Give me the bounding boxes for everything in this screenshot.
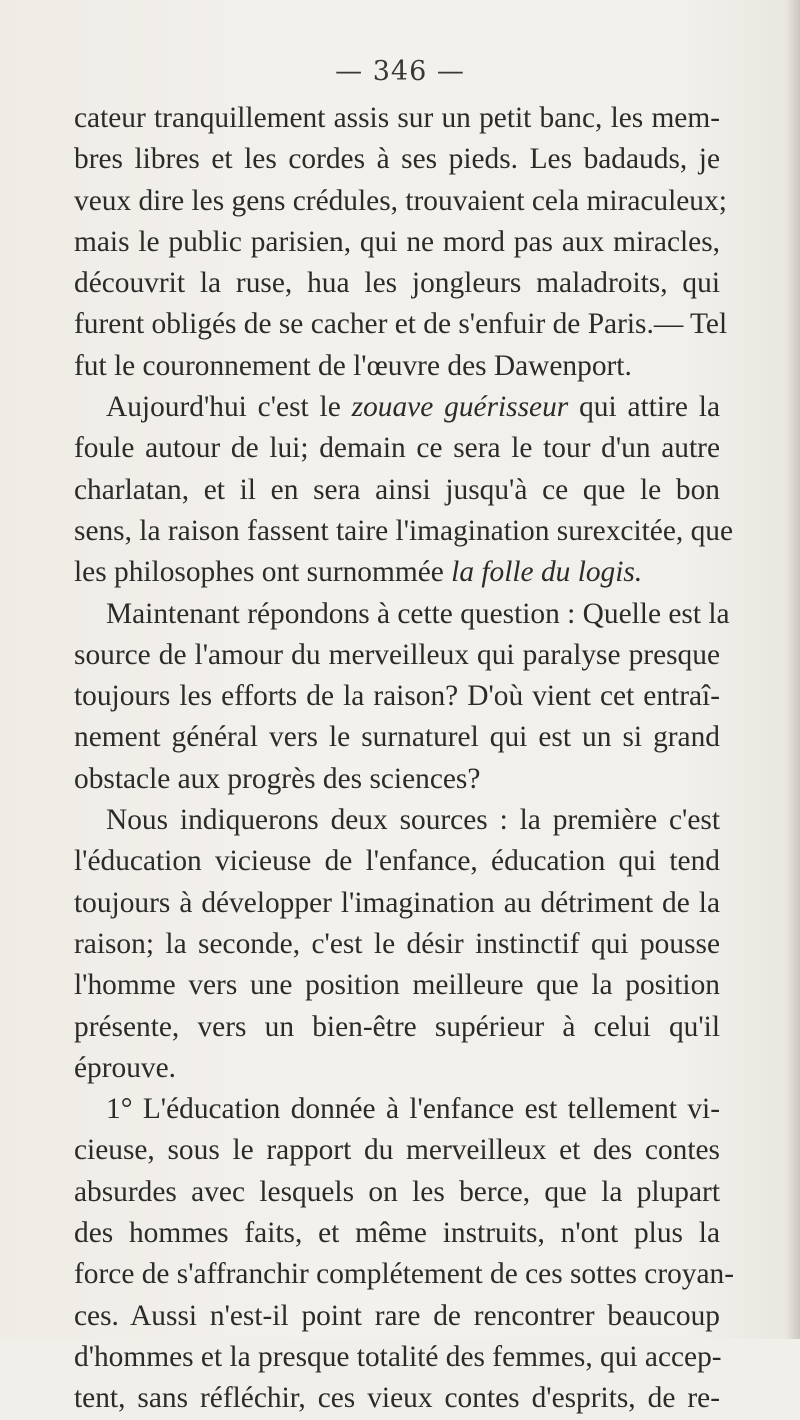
text-line: toujours les efforts de la raison? D'où vient cet entraî- [74, 680, 720, 713]
text-line: les philosophes ont surnommée la folle du logis. [74, 556, 643, 589]
text-line: d'hommes et la presque totalité des femmes, qui accep- [74, 1340, 722, 1373]
text-line: éprouve. [74, 1051, 177, 1084]
text-line: foule autour de lui; demain ce sera le tour d'un autre [74, 432, 720, 465]
page-number: — 346 — [335, 56, 465, 87]
italic-text: zouave guérisseur [351, 391, 569, 424]
text-line: cieuse, sous le rapport du merveilleux et des contes [74, 1134, 720, 1167]
text-line: tent, sans réfléchir, ces vieux contes d'esprits, de re- [74, 1382, 720, 1415]
text-line: 1° L'éducation donnée à l'enfance est tellement vi- [106, 1093, 720, 1126]
paragraph-3 [74, 594, 730, 800]
text-line: furent obligés de se cacher et de s'enfuir de Paris.— Tel [74, 308, 728, 341]
text-line: des hommes faits, et même instruits, n'ont plus la [74, 1217, 720, 1250]
text-line: force de s'affranchir complétement de ces sottes croyan- [74, 1258, 735, 1291]
text-line: nement général vers le surnaturel qui est un si grand [74, 721, 720, 754]
text-line: Maintenant répondons à cette question : Quelle est la [106, 597, 730, 630]
paragraph-5 [74, 1089, 735, 1419]
paragraph-2 [74, 387, 734, 593]
page-edge-shadow [786, 0, 800, 1339]
text-line: absurdes avec lesquels on les berce, que la plupart [74, 1175, 720, 1208]
text-line: ces. Aussi n'est-il point rare de rencontrer beaucoup [74, 1299, 720, 1332]
text-line: obstacle aux progrès des sciences? [74, 762, 481, 795]
text-line: fut le couronnement de l'œuvre des Dawenport. [74, 349, 632, 382]
text-line: veux dire les gens crédules, trouvaient cela miraculeux; [74, 184, 727, 217]
paragraph-1 [74, 98, 728, 387]
text-line: Nous indiquerons deux sources : la première c'est [106, 804, 720, 837]
text-line: présente, vers un bien-être supérieur à celui qu'il [74, 1010, 720, 1043]
text-line: mais le public parisien, qui ne mord pas aux miracles, [74, 225, 720, 258]
text-line: Aujourd'hui c'est le zouave guérisseur qui attire la [106, 391, 720, 424]
text-line: charlatan, et il en sera ainsi jusqu'à ce que le bon [74, 473, 720, 506]
text-line: découvrit la ruse, hua les jongleurs maladroits, qui [74, 267, 720, 300]
paragraph-4 [74, 800, 720, 1089]
text-line: l'homme vers une position meilleure que la position [74, 969, 720, 1002]
text-line: toujours à développer l'imagination au détriment de la [74, 886, 720, 919]
text-line: raison; la seconde, c'est le désir instinctif qui pousse [74, 927, 720, 960]
italic-text: la folle du logis. [451, 556, 643, 589]
text-line: sens, la raison fassent taire l'imagination surexcitée, que [74, 514, 734, 547]
text-line: l'éducation vicieuse de l'enfance, éducation qui tend [74, 845, 720, 878]
body-text [74, 98, 735, 1420]
text-line: cateur tranquillement assis sur un petit banc, les mem- [74, 102, 720, 134]
text-line: source de l'amour du merveilleux qui paralyse presque [74, 638, 720, 671]
text-line: bres libres et les cordes à ses pieds. Les badauds, je [74, 143, 720, 176]
